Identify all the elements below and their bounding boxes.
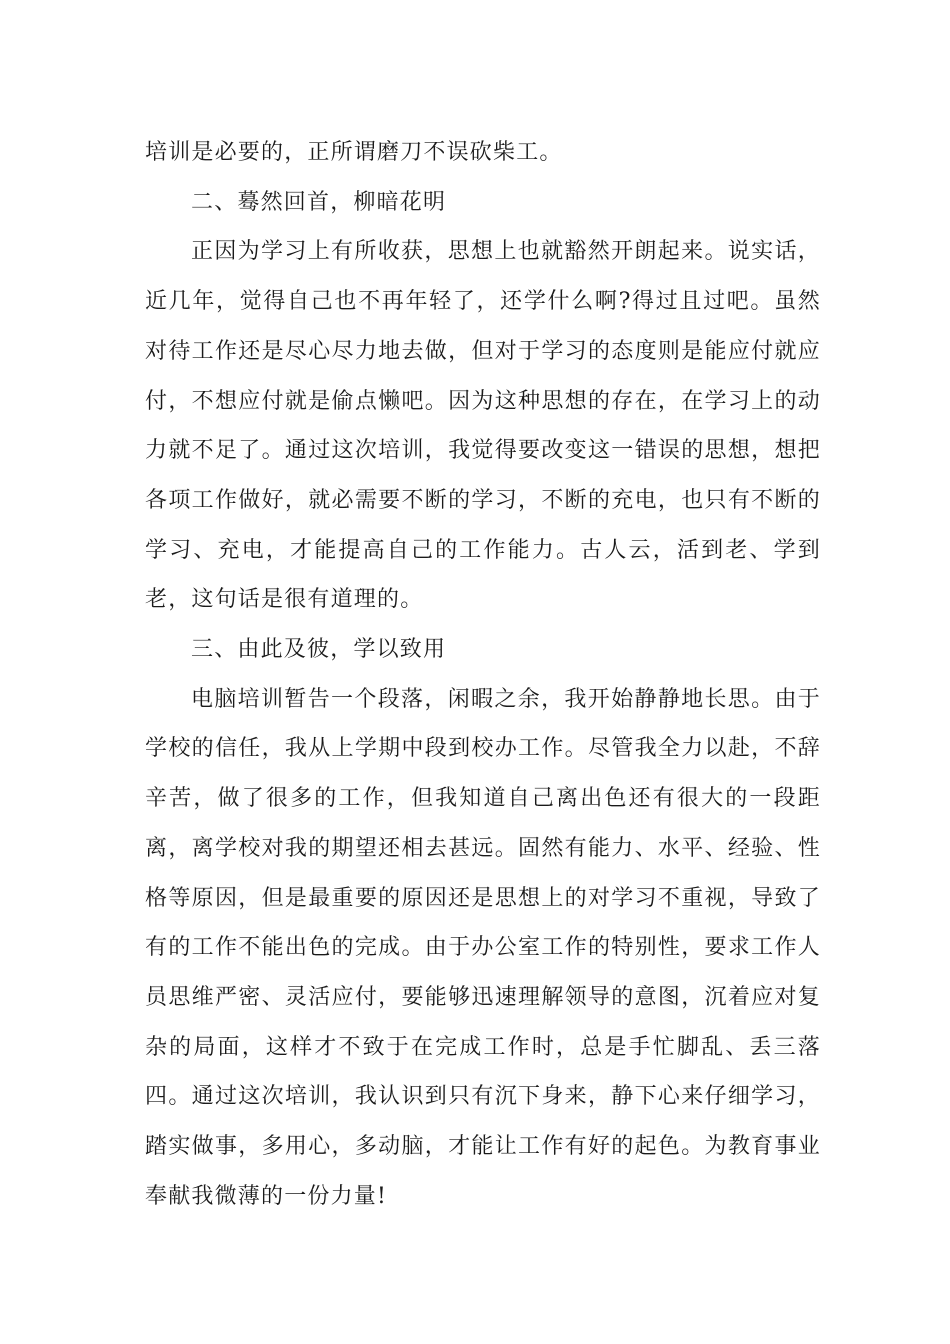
- paragraph-section-2: 正因为学习上有所收获，思想上也就豁然开朗起来。说实话，近几年，觉得自己也不再年轻了，还学什么啊?得过且过吧。虽然对待工作还是尽心尽力地去做，但对于学习的态度则是能应付就应付，不想应付就是偷点懒吧。因为这种思想的存在，在学习上的动力就不足了。通过这次培训，我觉得要改变这一错误的思想，想把各项工作做好，就必需要不断的学习，不断的充电，也只有不断的学习、充电，才能提高自己的工作能力。古人云，活到老、学到老，这句话是很有道理的。: [145, 239, 821, 613]
- paragraph-continuation: 培训是必要的，正所谓磨刀不误砍柴工。: [145, 140, 563, 165]
- section-heading-3: 三、由此及彼，学以致用: [191, 637, 447, 663]
- paragraph-section-3: 电脑培训暂告一个段落，闲暇之余，我开始静静地长思。由于学校的信任，我从上学期中段到校办工作。尽管我全力以赴，不辞辛苦，做了很多的工作，但我知道自己离出色还有很大的一段距离，离学校对我的期望还相去甚远。固然有能力、水平、经验、性格等原因，但是最重要的原因还是思想上的对学习不重视，导致了有的工作不能出色的完成。由于办公室工作的特别性，要求工作人员思维严密、灵活应付，要能够迅速理解领导的意图，沉着应对复杂的局面，这样才不致于在完成工作时，总是手忙脚乱、丢三落四。通过这次培训，我认识到只有沉下身来，静下心来仔细学习，踏实做事，多用心，多动脑，才能让工作有好的起色。为教育事业奉献我微薄的一份力量!: [145, 686, 821, 1209]
- document-body: [145, 128, 821, 1221]
- section-heading-2: 二、蓦然回首，柳暗花明: [191, 189, 447, 215]
